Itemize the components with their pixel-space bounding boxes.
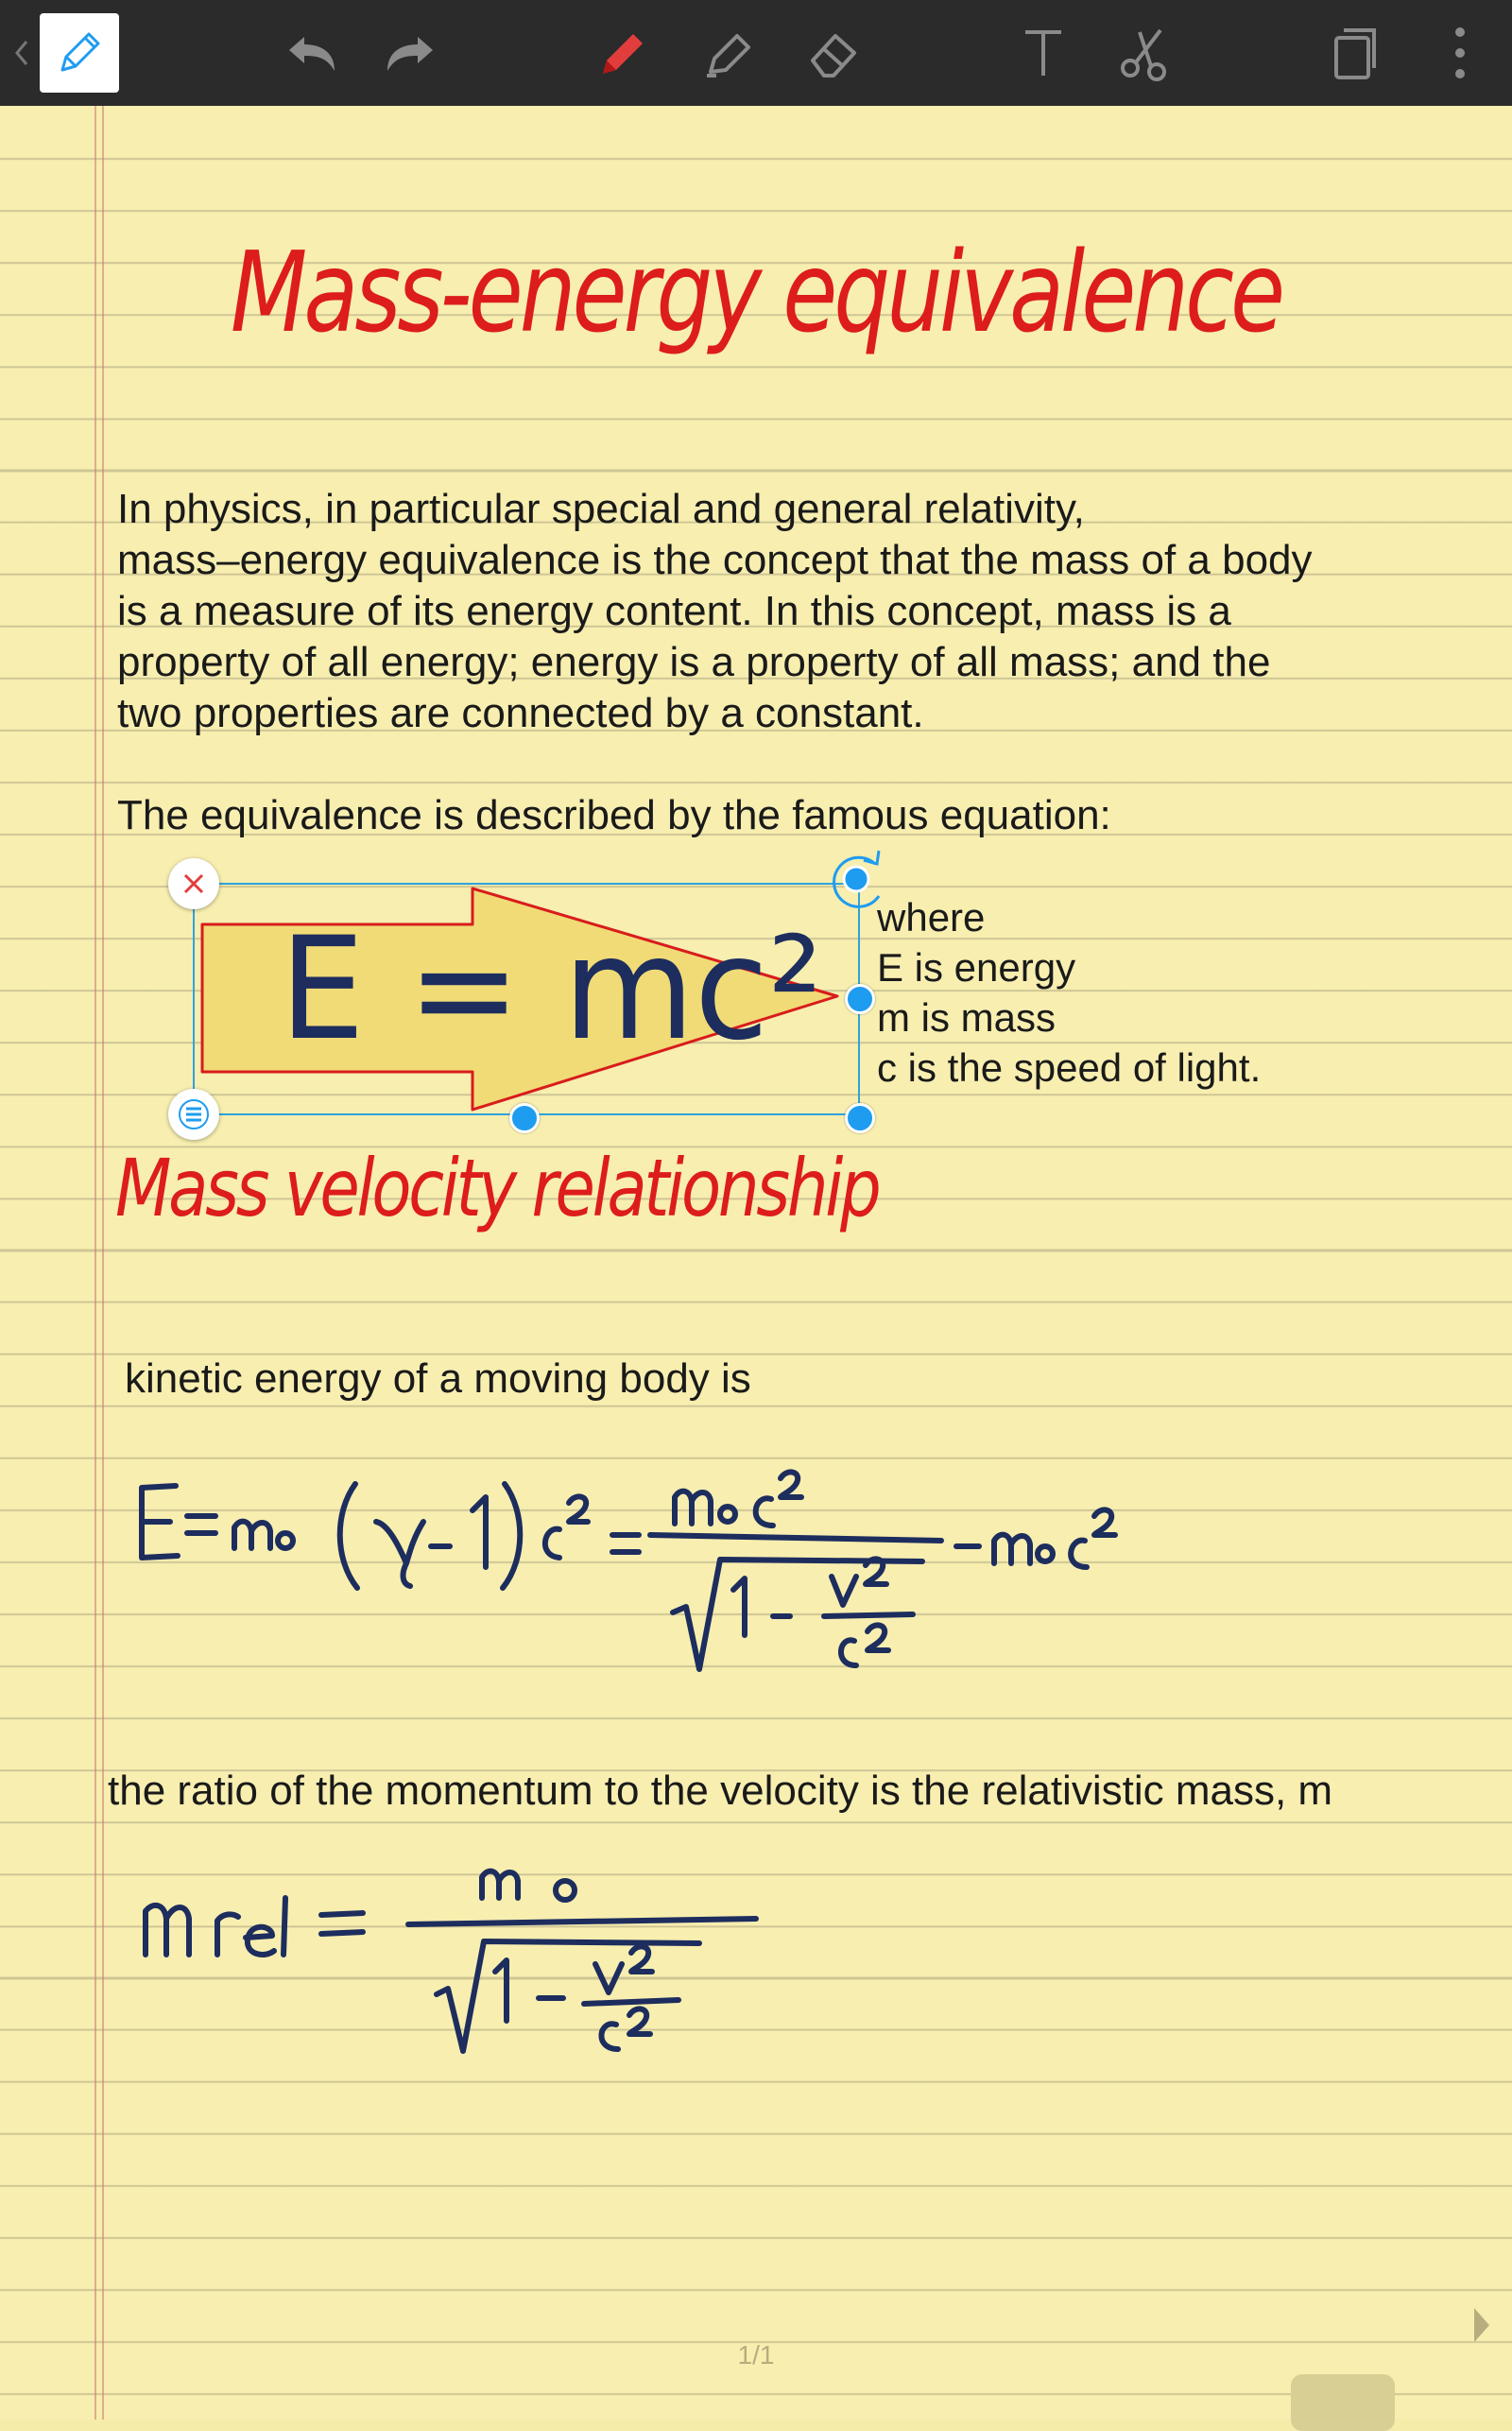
legend-line: c is the speed of light.	[877, 1045, 1262, 1090]
undo-icon[interactable]	[274, 0, 350, 106]
intro-line: is a measure of its energy content. In this concept, mass is a	[117, 588, 1231, 634]
selection-box[interactable]	[193, 883, 860, 1115]
intro-line: mass–energy equivalence is the concept that the mass of a body	[117, 537, 1313, 583]
close-icon[interactable]	[168, 858, 219, 909]
pages-icon[interactable]	[1317, 0, 1393, 106]
pen-mode-button[interactable]	[38, 0, 121, 106]
intro-line: two properties are connected by a constant.	[117, 690, 924, 736]
eraser-icon[interactable]	[796, 0, 871, 106]
scissors-icon[interactable]	[1108, 0, 1183, 106]
pen-icon	[40, 13, 119, 93]
text-icon[interactable]	[1005, 0, 1081, 106]
redo-icon[interactable]	[372, 0, 448, 106]
resize-handle[interactable]	[509, 1103, 540, 1133]
resize-handle[interactable]	[845, 1103, 875, 1133]
kinetic-text[interactable]	[125, 1353, 1448, 1405]
next-page-icon[interactable]	[1470, 2304, 1493, 2351]
margin-line	[94, 106, 96, 2420]
kinetic-line: kinetic energy of a moving body is	[125, 1355, 751, 1402]
intro-line: In physics, in particular special and general relativity,	[117, 486, 1085, 532]
menu-icon[interactable]	[168, 1089, 219, 1140]
ratio-text[interactable]	[108, 1766, 1431, 1817]
chevron-left-icon[interactable]	[8, 0, 36, 106]
section-heading[interactable]: Mass velocity relationship	[115, 1142, 879, 1234]
legend-line: E is energy	[877, 945, 1076, 990]
intro-paragraph[interactable]	[117, 484, 1440, 739]
more-vert-icon[interactable]	[1436, 0, 1484, 106]
equation-text: E = mc²	[280, 907, 823, 1072]
intro-line: property of all energy; energy is a property of all mass; and the	[117, 639, 1271, 685]
toolbar	[0, 0, 1512, 108]
pen-tool-icon[interactable]	[586, 0, 662, 106]
keyboard-handle-icon[interactable]	[1291, 2374, 1395, 2431]
margin-line	[102, 106, 104, 2420]
legend-line: m is mass	[877, 995, 1056, 1040]
resize-handle[interactable]	[845, 984, 875, 1014]
equation-legend[interactable]	[877, 892, 1444, 1093]
kinetic-energy-equation-drawing[interactable]	[129, 1446, 1168, 1697]
equation-intro-line: The equivalence is described by the famous equation:	[117, 792, 1111, 838]
page-indicator: 1/1	[737, 2340, 775, 2370]
legend-line: where	[877, 895, 986, 940]
highlighter-icon[interactable]	[692, 0, 767, 106]
ratio-line: the ratio of the momentum to the velocity is the relativistic mass, m	[108, 1767, 1333, 1814]
relativistic-mass-equation-drawing[interactable]	[132, 1853, 794, 2075]
page-title[interactable]: Mass-energy equivalence	[230, 227, 1282, 357]
equation-intro-text[interactable]	[117, 790, 1440, 841]
